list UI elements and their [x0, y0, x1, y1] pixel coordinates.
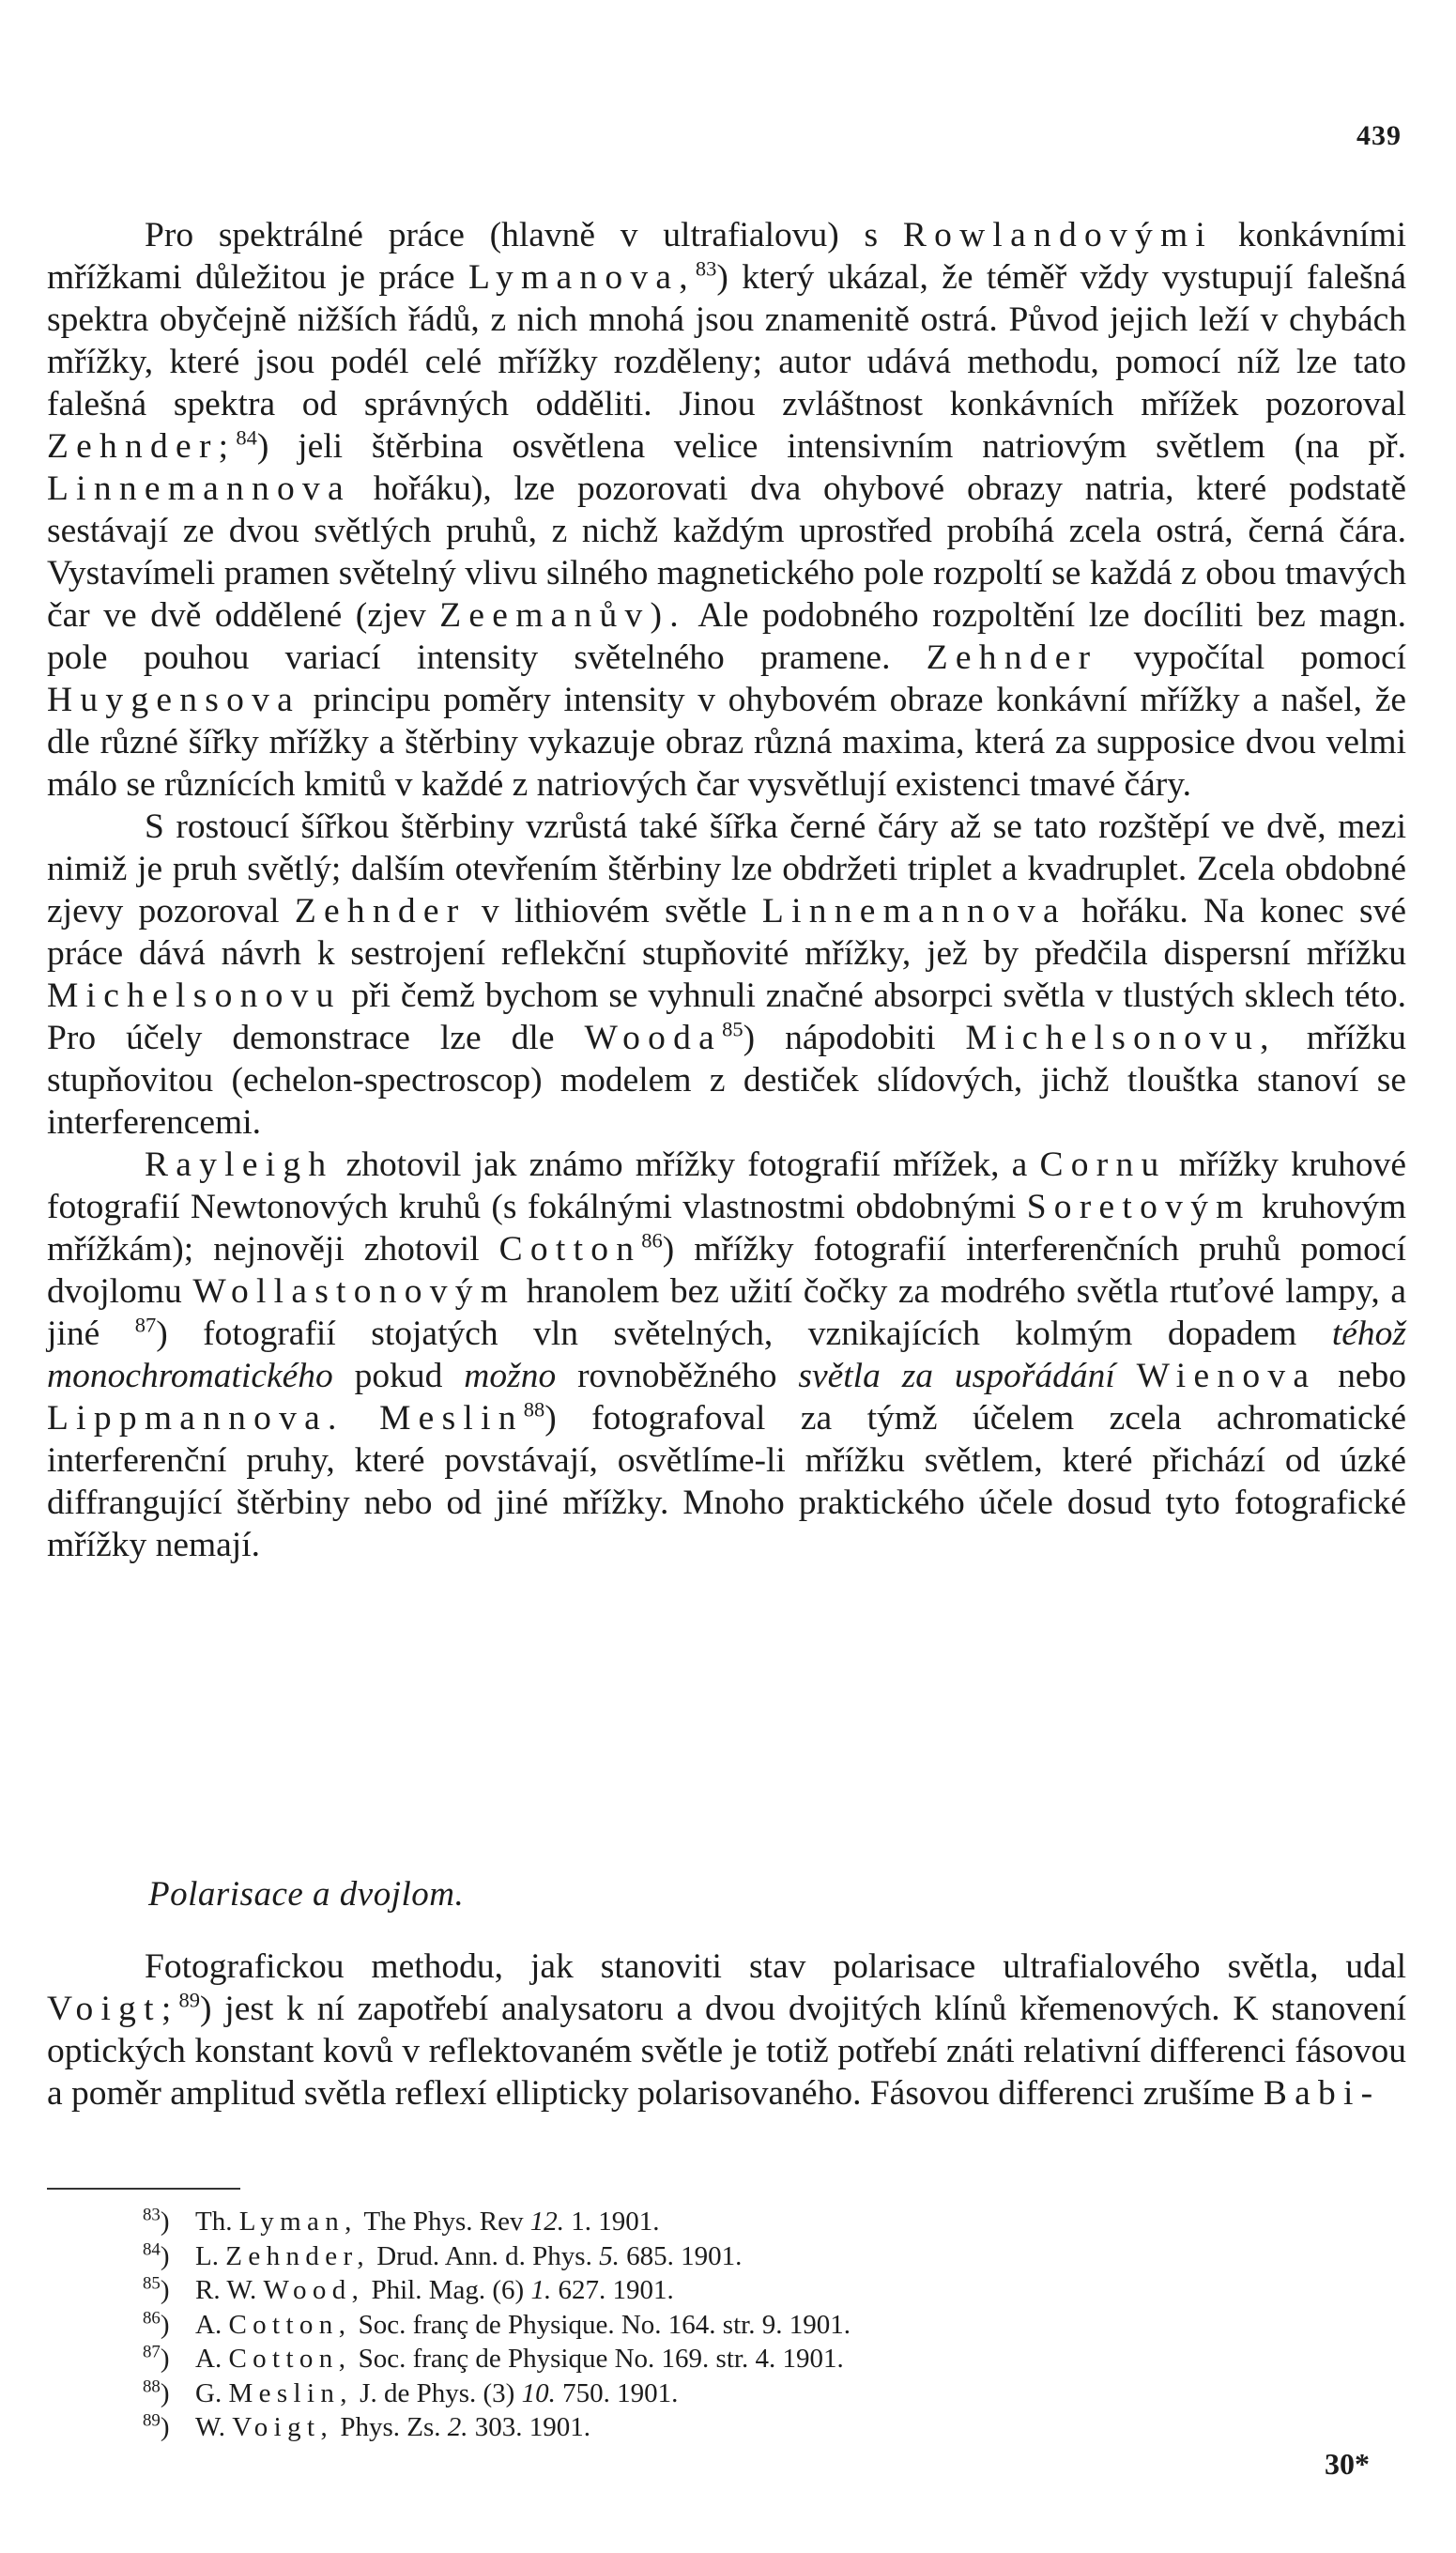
paragraph-rowland: Pro spektrálné práce (hlavně v ultrafialovu) s Rowlandovými konkávními mřížkami důležitou je práce Lymanova,$^{83}$) který ukázal, že téměř vždy vystupují falešná spektra obyčejně nižších řádů, z nich mnohá jsou znamenitě ostrá. Původ jejich leží v chybách mřížky, které jsou podél celé mřížky rozděleny; autor udává methodu, pomocí níž lze tato falešná spektra od správných odděliti. Jinou zvláštnost konkávních mřížek pozoroval Zehnder;$^{84}$) jeli štěrbina osvětlena velice intensivním natriovým světlem (na př. Linnemannova hořáku), lze pozorovati dva ohybové obrazy natria, které podstatě sestávají ze dvou světlých pruhů, z nichž každým uprostřed probíhá zcela ostrá, černá čára. Vystavímeli pramen světelný vlivu silného magnetického pole rozpoltí se každá z obou tmavých čar ve dvě oddělené (zjev Zeemanův). Ale podobného rozpoltění lze docíliti bez magn. pole pouhou variací intensity světelného pramene. Zehnder vypočítal pomocí Huygensova principu poměry intensity v ohybovém obraze konkávní mřížky a našel, že dle různé šířky mřížky a štěrbiny vykazuje obraz různá maxima, která za supposice dvou velmi málo se různících kmitů v každé z natriových čar vysvětlují existenci tmavé čáry. — [47, 216, 1407, 804]
author-name: Soretovým — [1026, 1188, 1251, 1226]
italic-text: téhož monochromatického — [47, 1315, 1406, 1395]
author-name: Cornu — [1039, 1146, 1167, 1184]
footnote-mark: $^{84}$) — [143, 2238, 170, 2271]
footnote-divider — [47, 2188, 240, 2190]
author-name: Rowlandovými — [902, 216, 1214, 254]
paragraph-voigt: Fotografickou methodu, jak stanoviti stav polarisace ultrafialového světla, udal Voigt;$^{89}$) jest k ní zapotřebí analysatoru a dvou dvojitých klínů křemenových. K stanovení optických konstant kovů v reflektovaném světle je totiž potřebí znáti relativní differenci fásovou a poměr amplitud světla reflexí ellipticky polarisovaného. Fásovou differenci zrušíme Babi- — [47, 1947, 1406, 2113]
author-name: Wienova — [1136, 1357, 1317, 1395]
footnote: $^{86}$) A. Cotton, Soc. franç de Physique. No. 164. str. 9. 1901. — [143, 2308, 851, 2343]
volume-number: 5. — [599, 2240, 620, 2271]
author-name: Voigt; — [47, 1990, 179, 2028]
author-name: Zehnder — [926, 638, 1098, 677]
footnote-ref: 88 — [523, 1397, 545, 1422]
footnote-mark: $^{88}$) — [143, 2376, 170, 2408]
footnote-mark: $^{86}$) — [143, 2307, 170, 2340]
footnote-ref: 87 — [134, 1313, 157, 1337]
author-name: Zehnder; — [47, 427, 237, 466]
author-name: Rayleigh — [145, 1146, 334, 1184]
section-heading: Polarisace a dvojlom. — [148, 1875, 465, 1914]
author-name: Babi- — [1263, 2074, 1381, 2113]
footnote-ref: 89 — [178, 1988, 201, 2012]
footnote: $^{84}$) L. Zehnder, Drud. Ann. d. Phys. 5. 685. 1901. — [143, 2239, 851, 2274]
italic-text: světla za uspořádání — [798, 1357, 1115, 1395]
footnote-mark: $^{89}$) — [143, 2410, 170, 2442]
footnote: $^{83}$) Th. Lyman, The Phys. Rev 12. 1. 1901. — [143, 2205, 851, 2239]
author-name: Michelsonovu — [47, 977, 342, 1015]
author-name: Meslin — [379, 1399, 524, 1438]
author-name: Lippmannova. — [47, 1399, 345, 1438]
footnote-ref: 83 — [695, 256, 717, 281]
footnote-ref: 86 — [641, 1228, 663, 1253]
main-text — [47, 214, 1406, 1566]
volume-number: 2. — [447, 2412, 468, 2442]
author-name: Huygensova — [47, 681, 300, 719]
footnote-mark: $^{87}$) — [143, 2342, 170, 2374]
author-name: Zeemanův). — [439, 596, 686, 635]
author-name: Michelsonovu, — [965, 1019, 1277, 1057]
author-name: Cotton — [498, 1230, 642, 1269]
author-name: Wood, — [263, 2275, 365, 2305]
footnote: $^{87}$) A. Cotton, Soc. franç de Physique No. 169. str. 4. 1901. — [143, 2342, 851, 2376]
signature-mark: 30* — [1325, 2447, 1370, 2481]
volume-number: 10. — [521, 2377, 556, 2408]
footnote-mark: $^{83}$) — [143, 2205, 170, 2237]
footnote-ref: 84 — [236, 425, 257, 450]
footnote: $^{85}$) R. W. Wood, Phil. Mag. (6) 1. 627. 1901. — [143, 2273, 851, 2308]
author-name: Lyman, — [238, 2207, 358, 2237]
author-name: Voigt, — [232, 2412, 334, 2442]
footnote-ref: 85 — [722, 1017, 743, 1041]
author-name: Wooda — [584, 1019, 723, 1057]
page-number: 439 — [1356, 120, 1402, 151]
author-name: Linnemannova — [47, 469, 351, 508]
italic-text: možno — [464, 1357, 557, 1395]
footnote: $^{88}$) G. Meslin, J. de Phys. (3) 10. 750. 1901. — [143, 2376, 851, 2411]
paragraph-rayleigh: Rayleigh zhotovil jak známo mřížky fotografií mřížek, a Cornu mřížky kruhové fotografií Newtonových kruhů (s fokálnými vlastnostmi obdobnými Soretovým kruhovým mřížkám); nejnověji zhotovil Cotton$^{86}$) mřížky fotografií interferenčních pruhů pomocí dvojlomu Wollastonovým hranolem bez užití čočky za modrého světla rtuťové lampy, a jiné $^{87}$) fotografií stojatých vln světelných, vznikajících kolmým dopadem téhož monochromatického pokud možno rovnoběžného světla za uspořádání Wienova nebo Lippmannova. Meslin$^{88}$) fotografoval za týmž účelem zcela achromatické interferenční pruhy, které povstávají, osvětlíme-li mřížku světlem, které přichází od úzké diffrangující štěrbiny nebo od jiné mřížky. Mnoho praktického účele dosud tyto fotografické mřížky nemají. — [47, 1146, 1407, 1564]
paragraph-slit-width: S rostoucí šířkou štěrbiny vzrůstá také šířka černé čáry až se tato rozštěpí ve dvě, mezi nimiž je pruh světlý; dalším otevřením štěrbiny lze obdržeti triplet a kvadruplet. Zcela obdobné zjevy pozoroval Zehnder v lithiovém světle Linnemannova hořáku. Na konec své práce dává návrh k sestrojení reflekční stupňovité mřížky, jež by předčila dispersní mřížku Michelsonovu při čemž bychom se vyhnuli značné absorpci světla v tlustých sklech této. Pro účely demonstrace lze dle Wooda$^{85}$) nápodobiti Michelsonovu, mřížku stupňovitou (echelon-spectroscop) modelem z destiček slídových, jichž tlouštka stanoví se interferencemi. — [47, 807, 1406, 1142]
author-name: Zehnder, — [225, 2240, 370, 2271]
section-text — [47, 1946, 1406, 2115]
author-name: Cotton, — [228, 2344, 352, 2374]
author-name: Linnemannova — [761, 892, 1066, 930]
volume-number: 12. — [529, 2207, 564, 2237]
volume-number: 1. — [530, 2275, 552, 2305]
author-name: Lymanova, — [467, 258, 696, 297]
footnote: $^{89}$) W. Voigt, Phys. Zs. 2. 303. 1901. — [143, 2410, 851, 2445]
author-name: Meslin, — [228, 2377, 353, 2408]
author-name: Zehnder — [294, 892, 467, 930]
footnote-mark: $^{85}$) — [143, 2273, 170, 2305]
footnotes — [143, 2205, 851, 2445]
author-name: Wollastonovým — [192, 1272, 516, 1311]
author-name: Cotton, — [228, 2309, 352, 2340]
